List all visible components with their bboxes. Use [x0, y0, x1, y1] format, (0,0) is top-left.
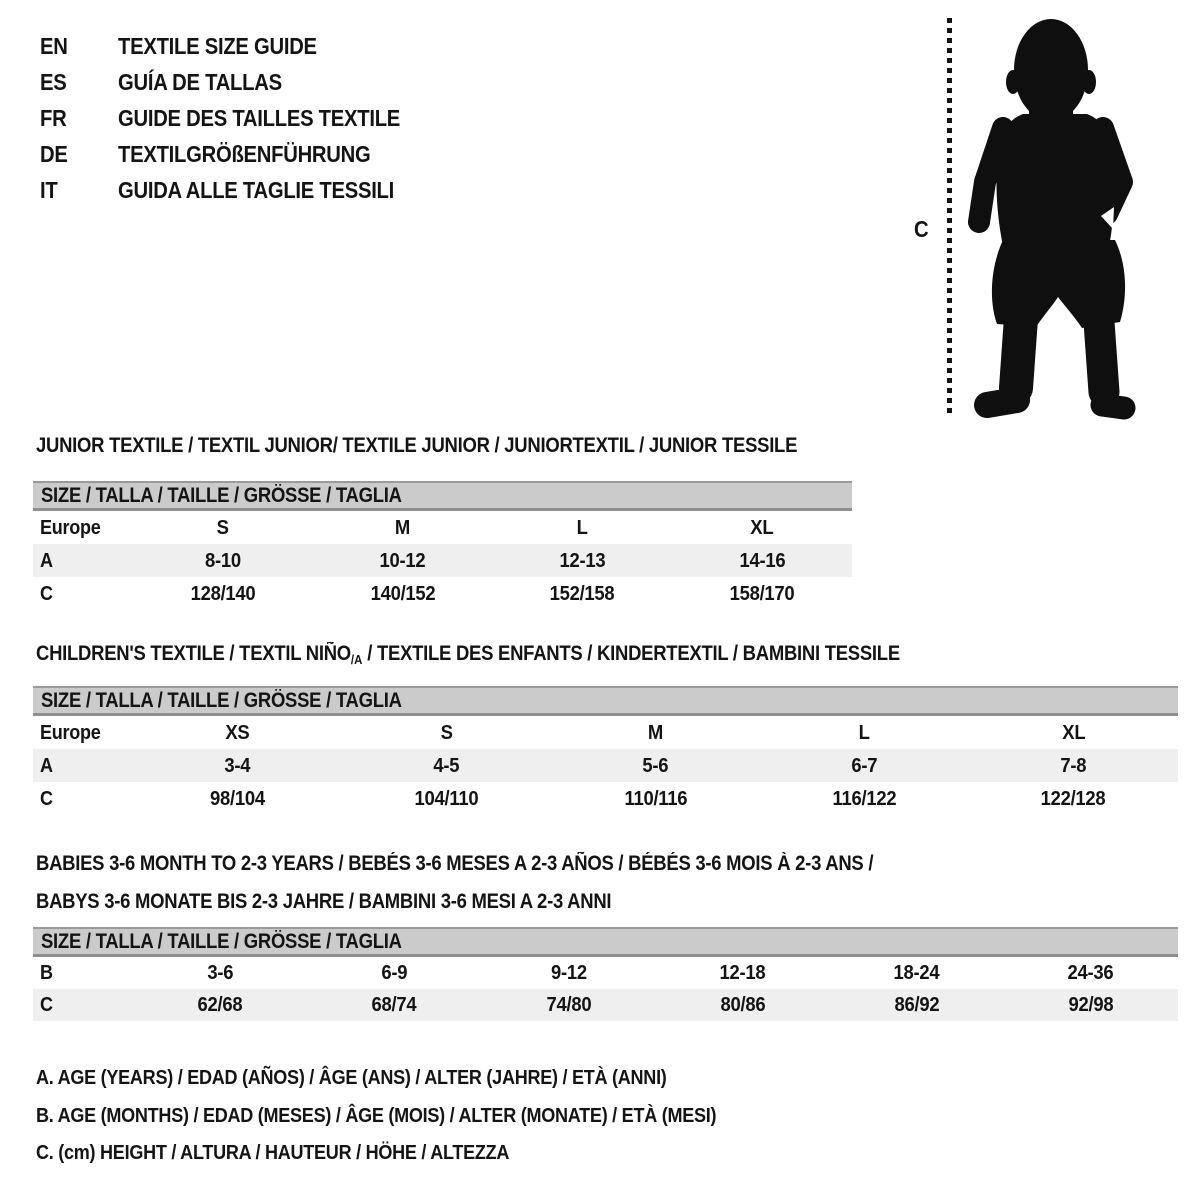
height-measure-label: C [914, 216, 929, 242]
language-code: DE [40, 140, 68, 167]
babies-size-table [33, 927, 1178, 1021]
row-label: A [40, 753, 53, 777]
row-label: C [40, 993, 53, 1016]
cell: 122/128 [1041, 786, 1106, 810]
row-label: C [40, 786, 53, 810]
cell: 98/104 [210, 786, 265, 810]
language-title: GUIDA ALLE TAGLIE TESSILI [118, 176, 395, 203]
cell: 152/158 [549, 581, 615, 605]
cell: 14-16 [739, 548, 786, 572]
cell: 140/152 [370, 581, 436, 605]
height-measure-dashed-line [947, 18, 952, 418]
cell: M [395, 515, 411, 539]
row-label: C [40, 581, 53, 605]
note-line-b: B. AGE (MONTHS) / EDAD (MESES) / ÂGE (MOIS) / ALTER (MONATE) / ETÀ (MESI) [36, 1103, 717, 1127]
table-row [33, 511, 852, 544]
cell: S [440, 720, 453, 744]
cell: 8-10 [204, 548, 241, 572]
table-row [33, 957, 1178, 989]
language-row [40, 64, 439, 100]
cell: XL [1061, 720, 1086, 744]
language-title: GUÍA DE TALLAS [118, 68, 282, 95]
cell: 12-18 [719, 961, 766, 984]
language-code: EN [40, 32, 68, 59]
language-title: TEXTILE SIZE GUIDE [118, 32, 317, 59]
children-section-title: CHILDREN'S TEXTILE / TEXTIL NIÑO/A / TEXTILE DES ENFANTS / KINDERTEXTIL / BAMBINI TESSILE [36, 642, 900, 667]
cell: XL [750, 515, 774, 539]
cell: XS [225, 720, 250, 744]
cell: 62/68 [197, 993, 243, 1016]
cell: 128/140 [190, 581, 256, 605]
size-header-bar: SIZE / TALLA / TAILLE / GRÖSSE / TAGLIA [33, 481, 852, 511]
row-label: Europe [40, 515, 101, 539]
cell: 110/116 [624, 786, 687, 810]
row-label: B [40, 961, 53, 984]
cell: M [647, 720, 664, 744]
cell: 3-4 [224, 753, 251, 777]
language-title: GUIDE DES TAILLES TEXTILE [118, 104, 401, 131]
table-row [33, 782, 1178, 815]
language-row [40, 28, 439, 64]
cell: 68/74 [371, 993, 417, 1016]
table-row [33, 989, 1178, 1021]
table-row [33, 716, 1178, 749]
language-row [40, 136, 439, 172]
cell: 116/122 [832, 786, 897, 810]
cell: 24-36 [1068, 961, 1114, 984]
row-label: A [40, 548, 53, 572]
note-line-c: C. (cm) HEIGHT / ALTURA / HAUTEUR / HÖHE / ALTEZZA [36, 1141, 510, 1164]
cell: S [216, 515, 229, 539]
children-size-table [33, 686, 1178, 815]
cell: 10-12 [379, 548, 426, 572]
size-header-bar: SIZE / TALLA / TAILLE / GRÖSSE / TAGLIA [33, 927, 1178, 957]
junior-section-title: JUNIOR TEXTILE / TEXTIL JUNIOR/ TEXTILE JUNIOR / JUNIORTEXTIL / JUNIOR TESSILE [36, 434, 798, 457]
table-row [33, 577, 852, 610]
babies-section-title: BABIES 3-6 MONTH TO 2-3 YEARS / BEBÉS 3-6 MESES A 2-3 AÑOS / BÉBÉS 3-6 MOIS À 2-3 ANS / BABYS 3-6 MONATE BIS 2-3 JAHRE / BAMBINI 3-6 MESI A 2-3 ANNI [36, 852, 874, 913]
language-row [40, 172, 439, 208]
junior-size-table [33, 481, 852, 610]
cell: 74/80 [546, 993, 591, 1016]
language-title: TEXTILGRÖßENFÜHRUNG [118, 140, 371, 167]
cell: 6-9 [381, 961, 408, 984]
cell: 7-8 [1060, 753, 1087, 777]
cell: 92/98 [1068, 993, 1114, 1016]
language-code: IT [40, 176, 58, 203]
toddler-silhouette-illustration [963, 16, 1143, 420]
cell: L [858, 720, 870, 744]
cell: 9-12 [550, 961, 587, 984]
cell: 104/110 [414, 786, 479, 810]
note-line-a: A. AGE (YEARS) / EDAD (AÑOS) / ÂGE (ANS) / ALTER (JAHRE) / ETÀ (ANNI) [36, 1066, 667, 1089]
cell: L [576, 515, 588, 539]
cell: 86/92 [894, 993, 940, 1016]
cell: 3-6 [207, 961, 234, 984]
language-code: ES [40, 68, 67, 95]
language-code: FR [40, 104, 67, 131]
row-label: Europe [40, 720, 101, 744]
table-row [33, 544, 852, 577]
cell: 6-7 [851, 753, 878, 777]
size-header-bar: SIZE / TALLA / TAILLE / GRÖSSE / TAGLIA [33, 686, 1178, 716]
cell: 80/86 [720, 993, 766, 1016]
cell: 158/170 [729, 581, 795, 605]
language-row [40, 100, 439, 136]
cell: 5-6 [642, 753, 669, 777]
cell: 18-24 [893, 961, 940, 984]
cell: 12-13 [559, 548, 606, 572]
nino-a-subscript: /A [350, 652, 363, 667]
language-title-list [40, 28, 439, 208]
cell: 4-5 [433, 753, 460, 777]
legend-notes [36, 1059, 809, 1172]
table-row [33, 749, 1178, 782]
